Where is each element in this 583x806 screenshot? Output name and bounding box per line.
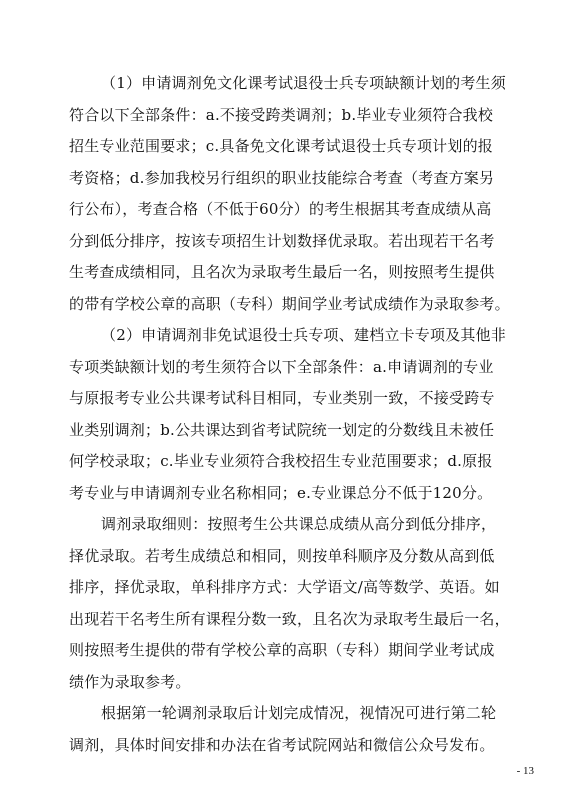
paragraph-line: 生考查成绩相同，且名次为录取考生最后一名，则按照考生提供 — [69, 263, 495, 281]
paragraph-2 — [69, 320, 529, 509]
paragraph-line: （1）申请调剂免文化课考试退役士兵专项缺额计划的考生须 — [101, 74, 506, 92]
paragraph-line: 考专业与申请调剂专业名称相同；e.专业课总分不低于120分。 — [69, 483, 493, 502]
paragraph-line: 分到低分排序，按该专项招生计划数择优录取。若出现若干名考 — [69, 231, 495, 250]
paragraph-line: 专项类缺额计划的考生须符合以下全部条件：a.申请调剂的专业 — [69, 357, 494, 376]
paragraph-line: 何学校录取；c.毕业专业须符合我校招生专业范围要求；d.原报 — [69, 452, 493, 470]
paragraph-line: 行公布），考查合格（不低于60分）的考生根据其考查成绩从高 — [69, 200, 492, 218]
paragraph-line: 根据第一轮调剂录取后计划完成情况，视情况可进行第二轮 — [101, 704, 497, 722]
paragraph-line: 与原报考专业公共课考试科目相同，专业类别一致，不接受跨专 — [69, 389, 495, 407]
body-text — [69, 68, 529, 761]
paragraph-3 — [69, 509, 529, 698]
paragraph-line: 调剂，具体时间安排和办法在省考试院网站和微信公众号发布。 — [69, 735, 495, 754]
paragraph-line: 绩作为录取参考。 — [69, 672, 191, 691]
paragraph-line: 择优录取。若考生成绩总和相同，则按单科顺序及分数从高到低 — [69, 546, 495, 565]
paragraph-line: 调剂录取细则：按照考生公共课总成绩从高分到低分排序， — [101, 515, 497, 533]
page-number: - 13 — [516, 765, 534, 777]
paragraph-line: 则按照考生提供的带有学校公章的高职（专科）期间学业考试成 — [69, 641, 495, 659]
paragraph-line: 出现若干名考生所有课程分数一致，且名次为录取考生最后一名， — [69, 609, 510, 628]
paragraph-line: 的带有学校公章的高职（专科）期间学业考试成绩作为录取参考。 — [69, 294, 510, 313]
paragraph-line: 排序，择优录取，单科排序方式：大学语文/高等数学、英语。如 — [69, 578, 500, 596]
paragraph-line: 符合以下全部条件：a.不接受跨类调剂；b.毕业专业须符合我校 — [69, 105, 494, 124]
paragraph-line: （2）申请调剂非免试退役士兵专项、建档立卡专项及其他非 — [101, 326, 506, 344]
paragraph-4 — [69, 698, 529, 761]
paragraph-line: 招生专业范围要求；c.具备免文化课考试退役士兵专项计划的报 — [69, 137, 493, 155]
paragraph-line: 考资格；d.参加我校另行组织的职业技能综合考查（考查方案另 — [69, 168, 495, 187]
paragraph-line: 业类别调剂；b.公共课达到省考试院统一划定的分数线且未被任 — [69, 420, 495, 439]
paragraph-1 — [69, 68, 529, 320]
